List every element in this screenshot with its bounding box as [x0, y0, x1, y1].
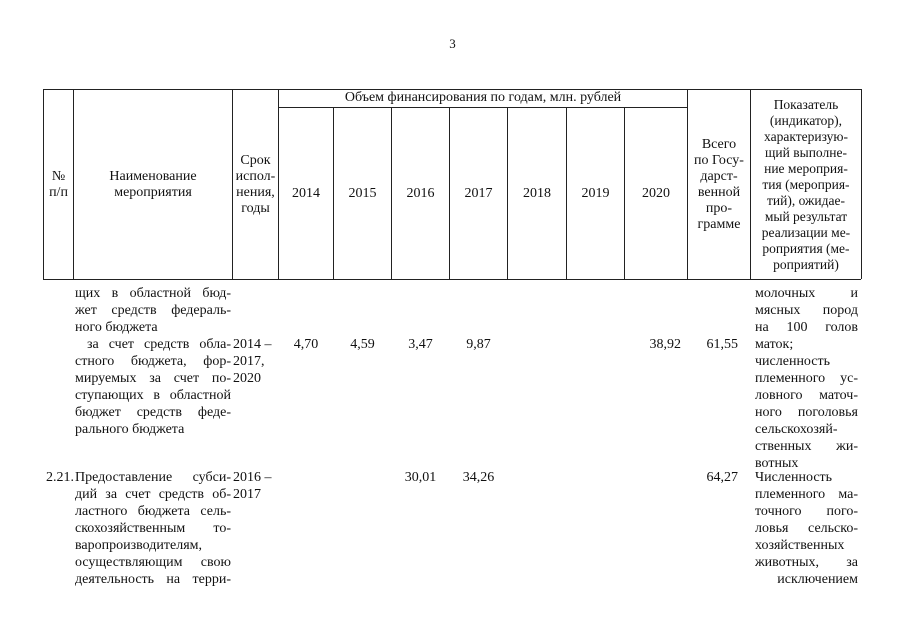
row2-indicator-line: Численность — [755, 470, 833, 485]
row1-indicator-line: ного поголовья — [755, 405, 858, 420]
header-col-term: Срок испол- нения, годы — [235, 152, 276, 216]
row1-term: 2014 – 2017, 2020 — [233, 337, 272, 386]
row1-value-2015: 4,59 — [350, 337, 375, 352]
header-col-name: Наименование мероприятия — [109, 168, 197, 200]
row1-indicator-line: ловного маточ- — [755, 388, 858, 403]
row1-indicator-line: ственных жи- — [755, 439, 858, 454]
row1-name-line: ного бюджета — [75, 320, 158, 335]
row1-name-line: рального бюджета — [75, 422, 185, 437]
row2-indicator-line: хозяйственных — [755, 538, 845, 553]
row2-name-line: Предоставление субси- — [75, 470, 231, 485]
header-col-indicator: Показатель (индикатор), характеризую- щий выполне- ние мероприя- тия (мероприя- тий), ожидае- мый результат реализации ме- роприятия (ме- роприятий) — [761, 96, 851, 272]
row1-indicator — [755, 285, 858, 472]
row2-name — [75, 469, 231, 588]
row1-name-line: жет средств федераль- — [75, 303, 231, 318]
row2-number: 2.21. — [46, 470, 74, 485]
row1-name-line: мируемых за счет по- — [75, 371, 231, 386]
header-year-2020: 2020 — [642, 185, 670, 201]
row1-name — [75, 285, 231, 438]
row2-name-line: ластного бюджета сель- — [75, 504, 231, 519]
row1-value-2020: 38,92 — [649, 337, 681, 352]
row1-indicator-line: сельскохозяй- — [755, 422, 838, 437]
row1-name-line: за счет средств обла- — [87, 337, 231, 352]
page-number: 3 — [449, 36, 456, 51]
row2-indicator-line: племенного ма- — [755, 487, 858, 502]
row2-value-2017: 34,26 — [462, 470, 495, 485]
row2-name-line: варопроизводителям, — [75, 538, 202, 553]
row2-term: 2016 – 2017 — [233, 470, 272, 502]
header-year-2019: 2019 — [581, 185, 610, 201]
row1-indicator-line: на 100 голов — [755, 320, 858, 335]
row1-name-line: ступающих в областной — [75, 388, 231, 403]
header-year-2015: 2015 — [348, 185, 377, 201]
row1-name-line: щих в областной бюд- — [75, 286, 231, 301]
row2-value-2016: 30,01 — [404, 470, 437, 485]
header-year-2017: 2017 — [464, 185, 493, 201]
header-year-2018: 2018 — [523, 185, 551, 201]
header-col-number: № п/п — [49, 168, 68, 200]
row2-total: 64,27 — [706, 470, 738, 485]
row2-name-line: осуществляющим свою — [75, 555, 231, 570]
row1-indicator-line: численность — [755, 354, 830, 369]
row1-name-line: стного бюджета, фор- — [75, 354, 231, 369]
row2-name-line: скохозяйственным то- — [75, 521, 231, 536]
row1-name-line: бюджет средств феде- — [75, 405, 231, 420]
row2-name-line: дий за счет средств об- — [75, 487, 231, 502]
row2-indicator — [755, 469, 858, 588]
row2-indicator-line: точного пого- — [755, 504, 858, 519]
row1-indicator-line: маток; — [755, 337, 794, 352]
row2-name-line: деятельность на терри- — [75, 572, 231, 587]
row1-indicator-line: молочных и — [755, 286, 858, 301]
header-funding-title: Объем финансирования по годам, млн. рублей — [344, 90, 622, 105]
header-col-total: Всего по Госу- дарст- венной про- грамме — [694, 136, 744, 232]
row1-value-2016: 3,47 — [408, 337, 433, 352]
header-year-2016: 2016 — [406, 185, 435, 201]
row2-indicator-line: исключением — [777, 572, 858, 587]
row1-value-2017: 9,87 — [466, 337, 491, 352]
row2-indicator-line: ловья сельско- — [755, 521, 858, 536]
row2-indicator-line: животных, за — [755, 555, 858, 570]
header-year-2014: 2014 — [292, 185, 320, 201]
row1-total: 61,55 — [706, 337, 738, 352]
row1-value-2014: 4,70 — [293, 337, 319, 352]
row1-indicator-line: вотных — [755, 456, 799, 471]
row1-indicator-line: племенного ус- — [755, 371, 858, 386]
row1-indicator-line: мясных пород — [755, 303, 858, 318]
